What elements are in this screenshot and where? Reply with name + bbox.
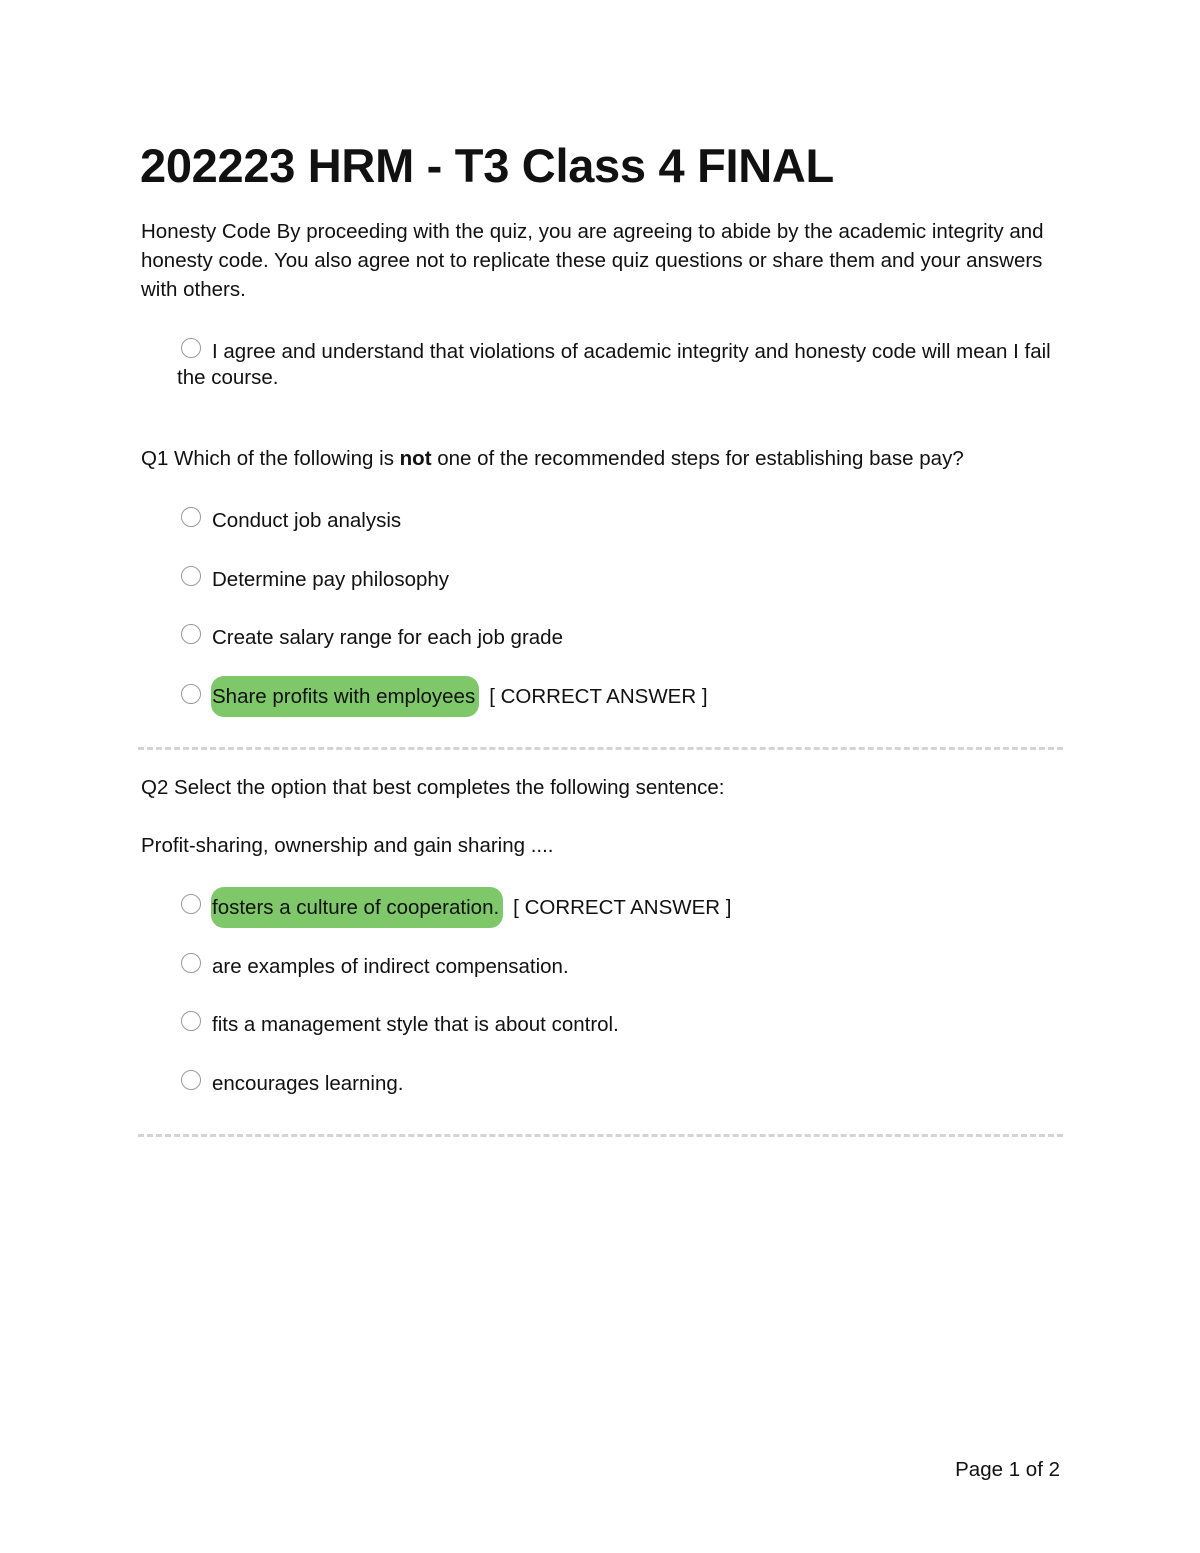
- q1-question-prefix: Q1 Which of the following is: [141, 447, 400, 470]
- q1-option-1-label: Conduct job analysis: [212, 509, 402, 532]
- q2-correct-highlight: fosters a culture of cooperation.: [211, 887, 503, 928]
- q2-option-3-radio[interactable]: [181, 1011, 201, 1031]
- q1-option-2-label: Determine pay philosophy: [212, 568, 450, 591]
- q1-option-3-label: Create salary range for each job grade: [212, 626, 563, 649]
- q2-option-4-radio[interactable]: [181, 1070, 201, 1090]
- q2-correct-answer-tag: [ CORRECT ANSWER ]: [513, 896, 732, 919]
- section-divider: [138, 1134, 1063, 1137]
- q1-option-1-radio[interactable]: [181, 507, 201, 527]
- q2-option-2-label: are examples of indirect compensation.: [212, 955, 569, 978]
- q2-option-1: [212, 895, 732, 921]
- q1-question-suffix: one of the recommended steps for establishing base pay?: [431, 447, 964, 470]
- q2-option-2-radio[interactable]: [181, 953, 201, 973]
- honesty-code-text: Honesty Code By proceeding with the quiz, you are agreeing to abide by the academic integrity and honesty code. You also agree not to replicate these quiz questions or share them and your answers with others.: [141, 220, 1044, 301]
- q1-correct-highlight: Share profits with employees: [211, 676, 479, 717]
- q2-option-4-label: encourages learning.: [212, 1072, 404, 1095]
- q1-question-emphasis: not: [399, 447, 432, 470]
- q1-option-3-radio[interactable]: [181, 624, 201, 644]
- q1-correct-answer-tag: [ CORRECT ANSWER ]: [489, 685, 708, 708]
- q1-option-4: [212, 684, 708, 710]
- section-divider: [138, 747, 1063, 750]
- page-title: 202223 HRM - T3 Class 4 FINAL: [140, 139, 834, 192]
- agreement-option-label: I agree and understand that violations of academic integrity and honesty code will mean I fail the course.: [177, 340, 1051, 389]
- page-number: Page 1 of 2: [955, 1458, 1060, 1481]
- q1-question: [141, 446, 964, 472]
- q2-option-3-label: fits a management style that is about control.: [212, 1013, 619, 1036]
- q1-option-2-radio[interactable]: [181, 566, 201, 586]
- q1-option-4-radio[interactable]: [181, 684, 201, 704]
- q2-question: Q2 Select the option that best completes the following sentence:: [141, 776, 725, 799]
- q2-option-1-radio[interactable]: [181, 894, 201, 914]
- q2-stem: Profit-sharing, ownership and gain sharing ....: [141, 834, 554, 857]
